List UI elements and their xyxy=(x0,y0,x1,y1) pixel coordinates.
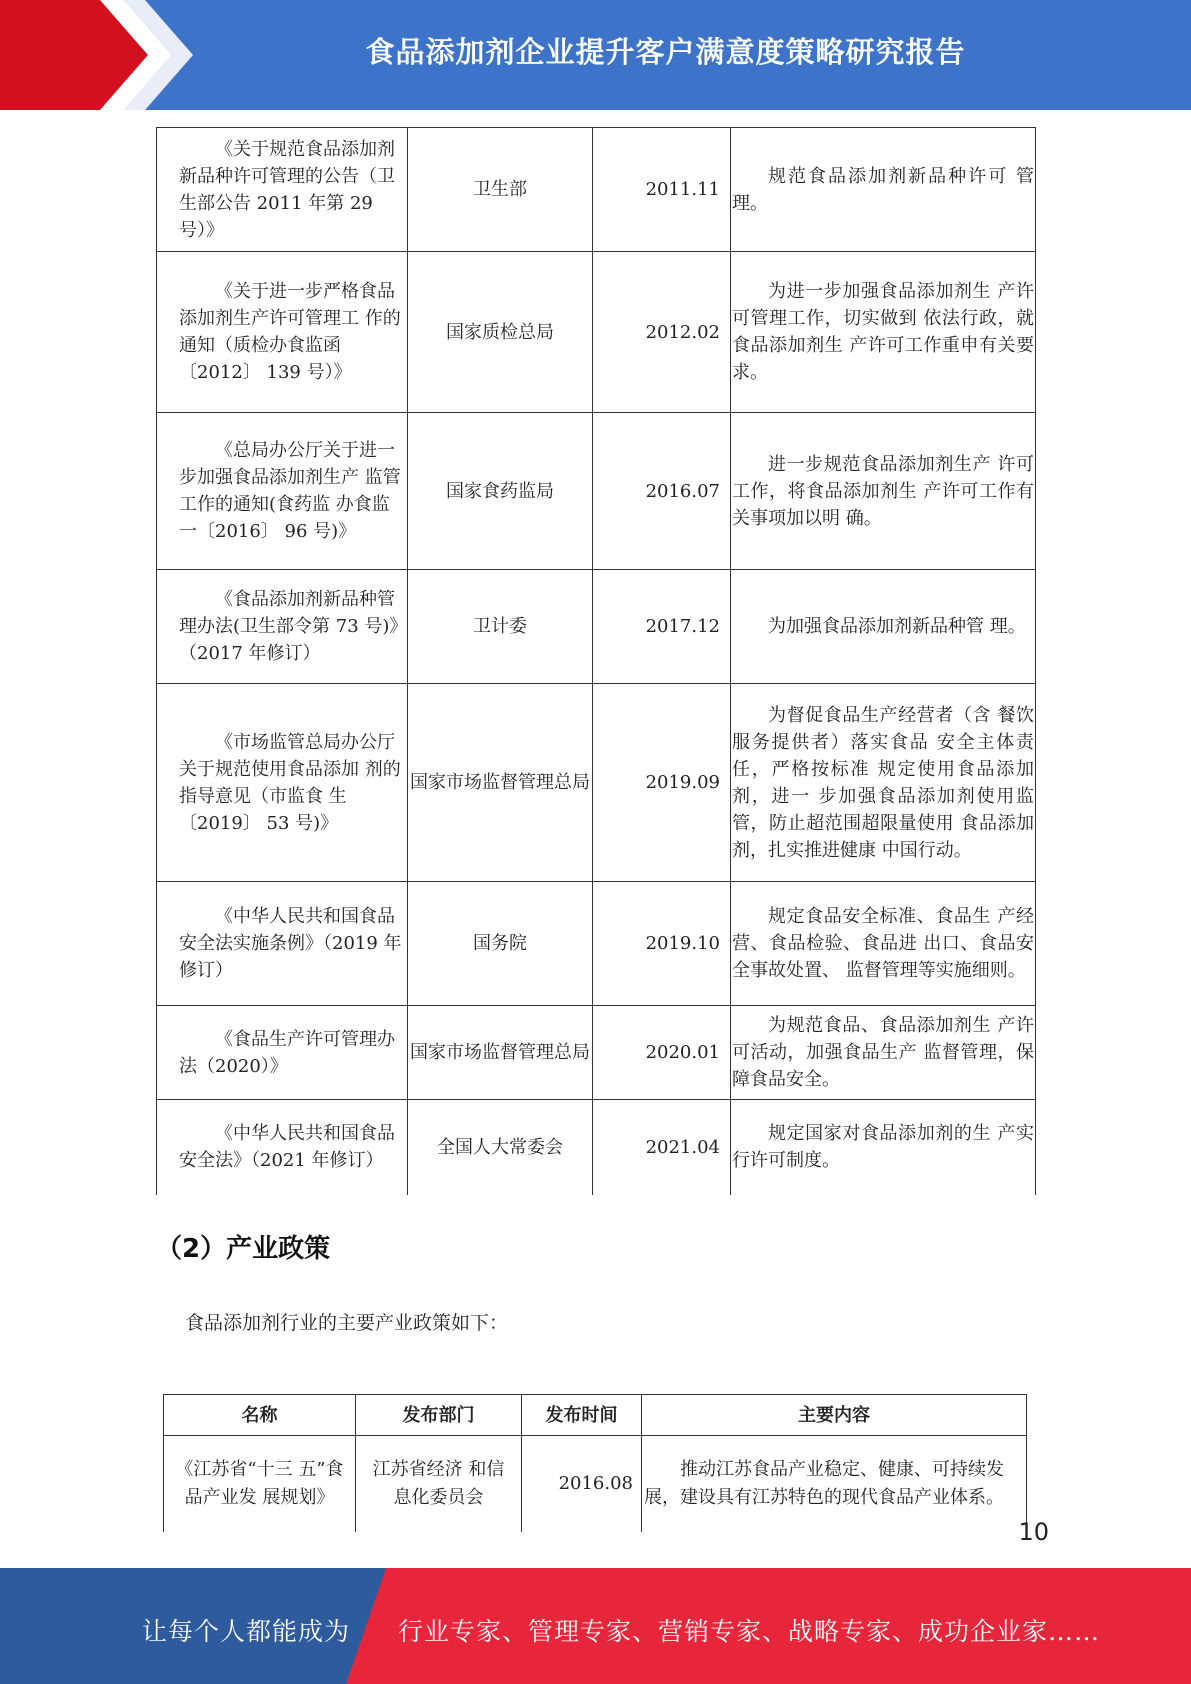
footer-slogan-left: 让每个人都能成为 xyxy=(142,1617,351,1646)
table-row xyxy=(157,252,1036,413)
regulations-table xyxy=(156,127,1036,1195)
regulation-name: 《总局办公厅关于进一 步加强食品添加剂生产 监管工作的通知(食药监 办食监一〔2016〕 96 号)》 xyxy=(157,413,408,570)
issue-date: 2019.10 xyxy=(593,882,731,1006)
regulation-name: 《中华人民共和国食品 安全法实施条例》（2019 年修订） xyxy=(157,882,408,1006)
regulation-name: 《中华人民共和国食品 安全法》（2021 年修订） xyxy=(157,1100,408,1195)
issue-date: 2011.11 xyxy=(593,128,731,252)
column-header-department: 发布部门 xyxy=(356,1395,522,1436)
issue-date: 2021.04 xyxy=(593,1100,731,1195)
page-number: 10 xyxy=(1018,1518,1049,1546)
regulation-content: 规定国家对食品添加剂的生 产实行许可制度。 xyxy=(731,1100,1036,1195)
regulation-name: 《食品生产许可管理办法（2020）》 xyxy=(157,1006,408,1100)
regulation-content: 为加强食品添加剂新品种管 理。 xyxy=(731,570,1036,684)
issue-date: 2016.07 xyxy=(593,413,731,570)
issue-date: 2020.01 xyxy=(593,1006,731,1100)
regulation-name: 《关于进一步严格食品 添加剂生产许可管理工 作的通知（质检办食监函〔2012〕 139 号）》 xyxy=(157,252,408,413)
policy-name: 《江苏省“十三 五”食品产业发 展规划》 xyxy=(164,1436,356,1532)
issue-date: 2017.12 xyxy=(593,570,731,684)
regulation-name: 《市场监管总局办公厅 关于规范使用食品添加 剂的指导意见（市监食 生〔2019〕 53 号)》 xyxy=(157,684,408,882)
issuing-department: 国家市场监督管理总局 xyxy=(408,684,593,882)
table-row xyxy=(164,1436,1027,1532)
regulation-name: 《关于规范食品添加剂 新品种许可管理的公告（卫生部公告 2011 年第 29 号）》 xyxy=(157,128,408,252)
section-intro: 食品添加剂行业的主要产业政策如下： xyxy=(185,1312,509,1334)
column-header-content: 主要内容 xyxy=(642,1395,1027,1436)
policy-date: 2016.08 xyxy=(522,1436,642,1532)
page-header xyxy=(0,0,1191,110)
issue-date: 2012.02 xyxy=(593,252,731,413)
footer-slogan-right: 行业专家、管理专家、营销专家、战略专家、成功企业家…… xyxy=(398,1617,1101,1646)
regulation-content: 为规范食品、食品添加剂生 产许可活动，加强食品生产 监督管理，保障食品安全。 xyxy=(731,1006,1036,1100)
policy-content: 推动江苏食品产业稳定、健康、可持续发展，建设具有江苏特色的现代食品产业体系。 xyxy=(642,1436,1027,1532)
issuing-department: 国务院 xyxy=(408,882,593,1006)
table-row xyxy=(157,1006,1036,1100)
table-header-row xyxy=(164,1395,1027,1436)
regulation-content: 为督促食品生产经营者（含 餐饮服务提供者）落实食品 安全主体责任，严格按标准 规定使用食品添加剂，进一 步加强食品添加剂使用监 管，防止超范围超限量使用 食品添加剂，扎实推进健康 中国行动。 xyxy=(731,684,1036,882)
regulation-content: 进一步规范食品添加剂生产 许可工作，将食品添加剂生 产许可工作有关事项加以明 确。 xyxy=(731,413,1036,570)
regulation-content: 为进一步加强食品添加剂生 产许可管理工作，切实做到 依法行政，就食品添加剂生 产许可工作重申有关要求。 xyxy=(731,252,1036,413)
section-heading: （2）产业政策 xyxy=(156,1234,331,1264)
issuing-department: 卫生部 xyxy=(408,128,593,252)
industry-policy-table xyxy=(163,1394,1027,1532)
column-header-name: 名称 xyxy=(164,1395,356,1436)
table-row xyxy=(157,1100,1036,1195)
issue-date: 2019.09 xyxy=(593,684,731,882)
issuing-department: 全国人大常委会 xyxy=(408,1100,593,1195)
regulation-content: 规定食品安全标准、食品生 产经营、食品检验、食品进 出口、食品安全事故处置、 监督管理等实施细则。 xyxy=(731,882,1036,1006)
page-footer xyxy=(0,1568,1191,1684)
report-title: 食品添加剂企业提升客户满意度策略研究报告 xyxy=(365,35,966,69)
table-row xyxy=(157,882,1036,1006)
issuing-department: 国家市场监督管理总局 xyxy=(408,1006,593,1100)
table-row xyxy=(157,684,1036,882)
table-row xyxy=(157,128,1036,252)
table-row xyxy=(157,570,1036,684)
table-row xyxy=(157,413,1036,570)
regulation-content: 规范食品添加剂新品种许可 管理。 xyxy=(731,128,1036,252)
policy-department: 江苏省经济 和信息化委员会 xyxy=(356,1436,522,1532)
issuing-department: 国家食药监局 xyxy=(408,413,593,570)
issuing-department: 卫计委 xyxy=(408,570,593,684)
issuing-department: 国家质检总局 xyxy=(408,252,593,413)
regulation-name: 《食品添加剂新品种管 理办法(卫生部令第 73 号)》（2017 年修订） xyxy=(157,570,408,684)
column-header-date: 发布时间 xyxy=(522,1395,642,1436)
